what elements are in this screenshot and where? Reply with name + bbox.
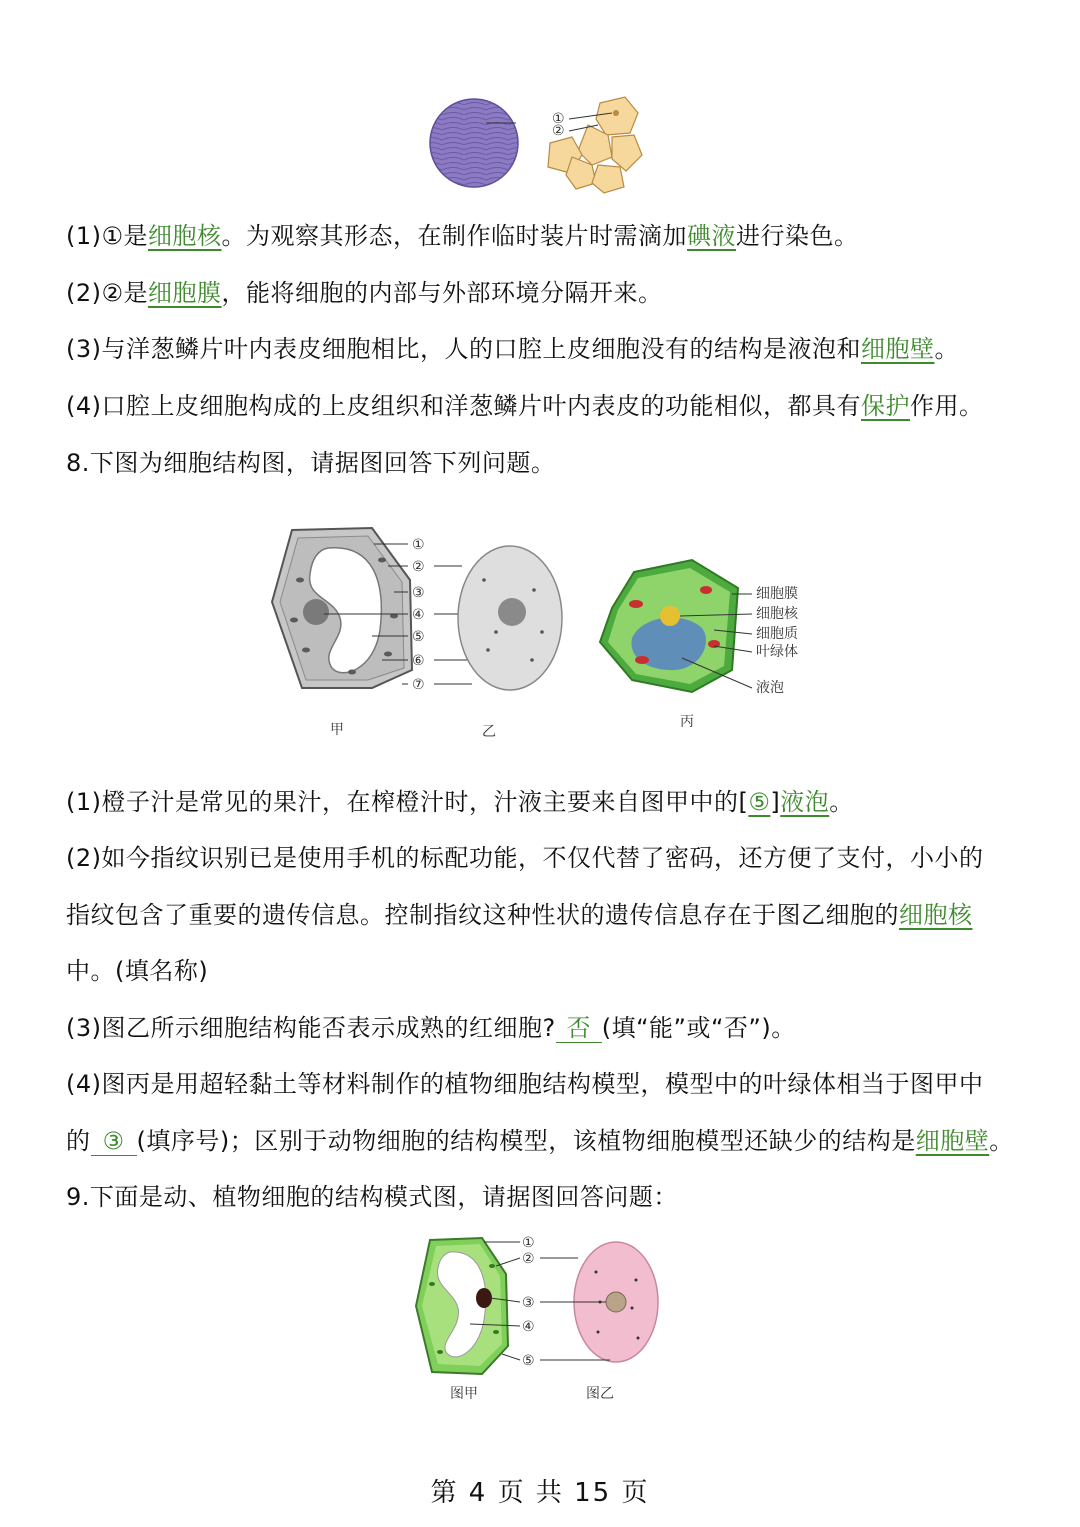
cell-figure-1 bbox=[420, 95, 660, 195]
q8-line-7: 的 ③ (填序号)；区别于动物细胞的结构模型，该植物细胞模型还缺少的结构是细胞壁。 bbox=[66, 1127, 1014, 1155]
answer-cell-wall: 细胞壁 bbox=[861, 335, 935, 363]
q7-line-1: (1)①是细胞核。为观察其形态，在制作临时装片时需滴加碘液进行染色。 bbox=[66, 222, 859, 250]
fig3-caption-yi: 图乙 bbox=[586, 1386, 614, 1402]
fig1-label-1: ① bbox=[552, 111, 565, 127]
fig2-label-2: ② bbox=[412, 559, 425, 575]
bing-label-membrane: 细胞膜 bbox=[756, 586, 798, 602]
fig3-label-5: ⑤ bbox=[522, 1353, 535, 1369]
fig2-caption-bing: 丙 bbox=[680, 714, 694, 730]
bing-label-nucleus: 细胞核 bbox=[756, 606, 798, 622]
fig2-label-5: ⑤ bbox=[412, 629, 425, 645]
q7-line-4: (4)口腔上皮细胞构成的上皮组织和洋葱鳞片叶内表皮的功能相似，都具有保护作用。 bbox=[66, 392, 984, 420]
fig3-label-1: ① bbox=[522, 1236, 535, 1251]
fig2-label-1: ① bbox=[412, 537, 425, 553]
fig2-label-4: ④ bbox=[412, 607, 425, 623]
fig3-label-3: ③ bbox=[522, 1295, 535, 1311]
fig3-label-4: ④ bbox=[522, 1319, 535, 1335]
fig2-label-7: ⑦ bbox=[412, 677, 425, 693]
answer-nucleus-2: 细胞核 bbox=[899, 901, 973, 929]
q8-line-2: (2)如今指纹识别已是使用手机的标配功能，不仅代替了密码，还方便了支付，小小的 bbox=[66, 844, 984, 872]
q7-line-3: (3)与洋葱鳞片叶内表皮细胞相比，人的口腔上皮细胞没有的结构是液泡和细胞壁。 bbox=[66, 335, 959, 363]
q7-line-2: (2)②是细胞膜，能将细胞的内部与外部环境分隔开来。 bbox=[66, 279, 663, 307]
answer-iodine: 碘液 bbox=[687, 222, 737, 250]
answer-membrane: 细胞膜 bbox=[148, 279, 222, 307]
answer-number-5: ⑤ bbox=[748, 788, 771, 816]
answer-number-3: ③ bbox=[91, 1127, 137, 1156]
q9-title: 9.下面是动、植物细胞的结构模式图，请据图回答问题： bbox=[66, 1183, 678, 1211]
q8-title: 8.下图为细胞结构图，请据图回答下列问题。 bbox=[66, 449, 556, 477]
answer-protection: 保护 bbox=[861, 392, 910, 420]
q8-line-6: (4)图丙是用超轻黏土等材料制作的植物细胞结构模型，模型中的叶绿体相当于图甲中 bbox=[66, 1070, 984, 1098]
q8-line-1: (1)橙子汁是常见的果汁，在榨橙汁时，汁液主要来自图甲中的[⑤]液泡。 bbox=[66, 788, 854, 816]
q8-line-4: 中。(填名称) bbox=[66, 957, 209, 985]
cell-figure-3 bbox=[410, 1236, 670, 1406]
fig2-caption-yi: 乙 bbox=[482, 724, 496, 740]
fig2-caption-jia: 甲 bbox=[330, 722, 344, 738]
answer-vacuole: 液泡 bbox=[780, 788, 830, 816]
bing-label-vacuole: 液泡 bbox=[756, 680, 784, 696]
fig2-label-6: ⑥ bbox=[412, 653, 425, 669]
fig3-caption-jia: 图甲 bbox=[450, 1386, 478, 1402]
bing-label-chloroplast: 叶绿体 bbox=[756, 644, 798, 660]
answer-no: 否 bbox=[556, 1014, 602, 1043]
answer-cell-wall-2: 细胞壁 bbox=[915, 1127, 990, 1155]
page-footer: 第 4 页 共 15 页 bbox=[430, 1478, 650, 1508]
fig3-label-2: ② bbox=[522, 1251, 535, 1267]
fig1-label-2: ② bbox=[552, 123, 565, 139]
q8-line-5: (3)图乙所示细胞结构能否表示成熟的红细胞? 否 (填“能”或“否”)。 bbox=[66, 1014, 796, 1042]
bing-label-cytoplasm: 细胞质 bbox=[756, 626, 798, 642]
answer-nucleus: 细胞核 bbox=[148, 222, 222, 250]
cell-figure-2 bbox=[262, 520, 822, 750]
fig2-label-3: ③ bbox=[412, 585, 425, 601]
q8-line-3: 指纹包含了重要的遗传信息。控制指纹这种性状的遗传信息存在于图乙细胞的细胞核 bbox=[66, 901, 973, 929]
